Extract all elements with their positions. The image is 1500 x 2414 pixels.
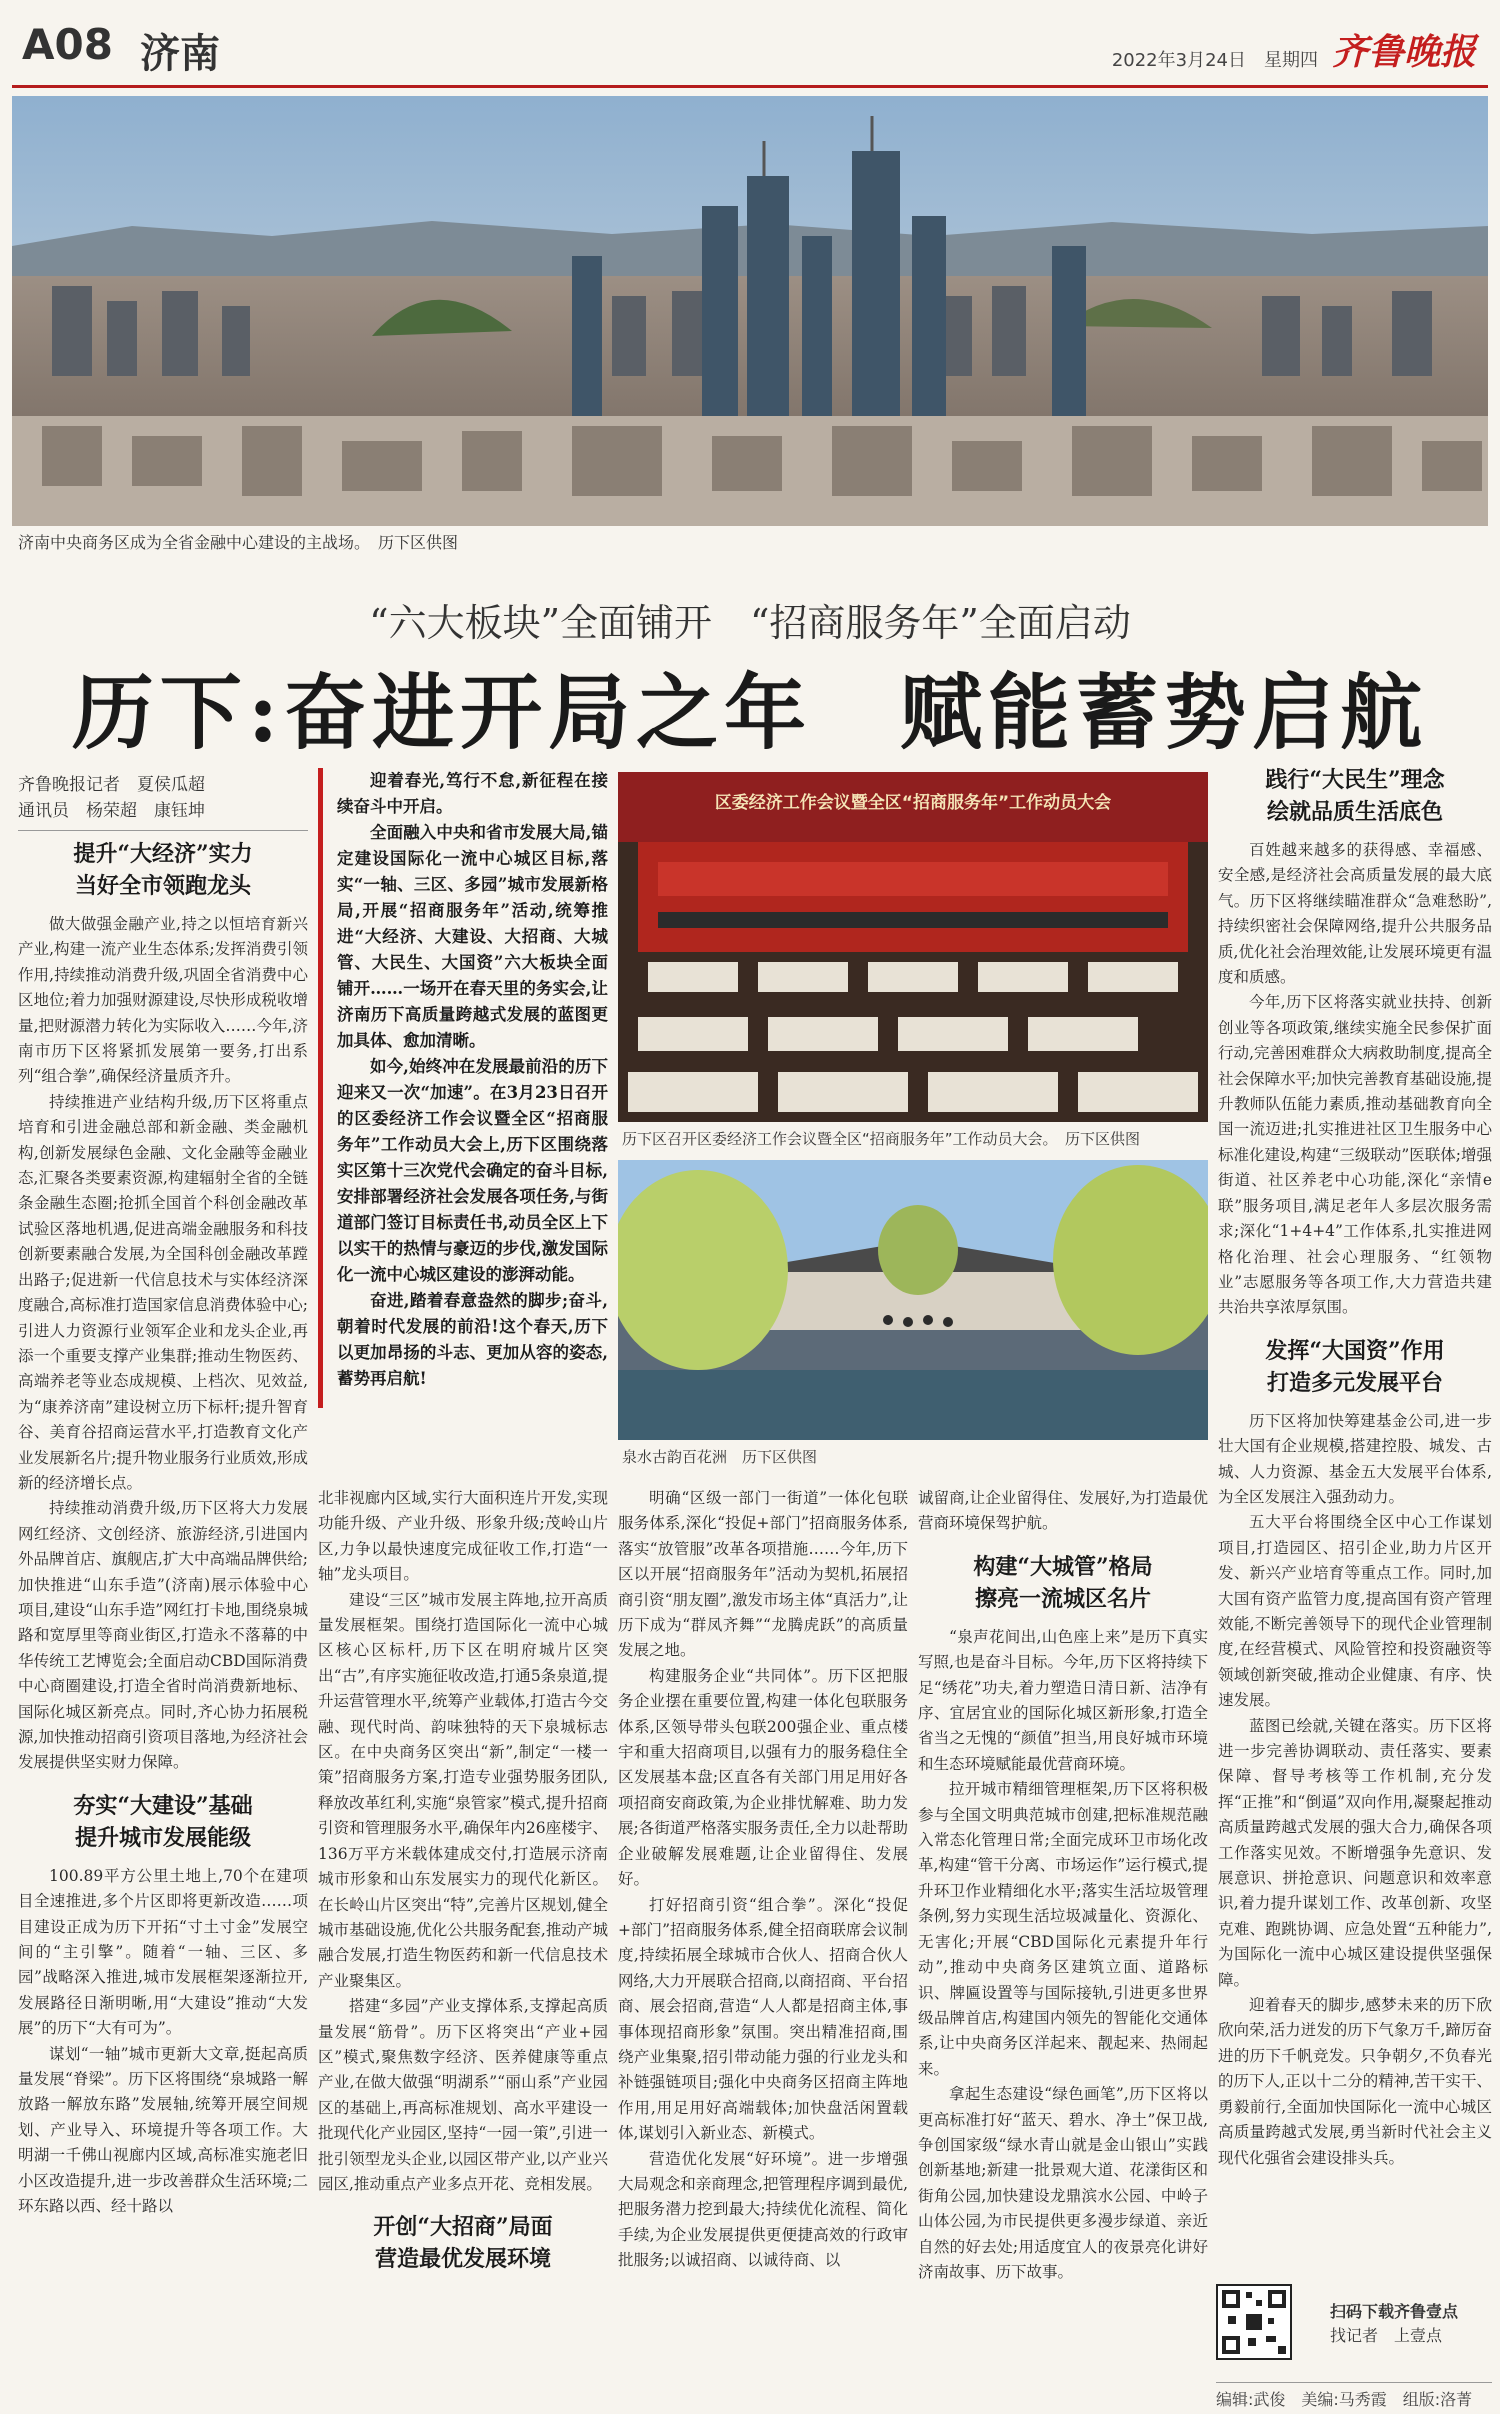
paragraph: 谋划“一轴”城市更新大文章,挺起高质量发展“脊梁”。历下区将围绕“泉城路一解放路一解放东路”发展轴,统筹开展空间规划、产业导入、环境提升等各项工作。大明湖一千佛山视廊内区域,高标准实施老旧小区改造提升,进一步改善群众生活环境;二环东路以西、经十路以 <box>18 2044 308 2216</box>
issue-date: 2022年3月24日 星期四 <box>1111 50 1318 71</box>
paragraph: 持续推动消费升级,历下区将大力发展网红经济、文创经济、旅游经济,引进国内外品牌首店、旗舰店,扩大中高端品牌供给;加快推进“山东手造”(济南)展示体验中心项目,建设“山东手造”网红打卡地,围绕泉城路和宽厚里等商业街区,打造永不落幕的中华传统工艺博览会;全面启动CBD国际消费中心商圈建设,打造全省时尚消费新地标、国际化城区新亮点。同时,齐心协力拓展税源,加快推动招商引资项目落地,为经济社会发展提供坚实财力保障。 <box>18 1499 308 1772</box>
section-name: 济南 <box>140 31 220 77</box>
subheading-construction: 夯实“大建设”基础 提升城市发展能级 <box>73 1792 253 1851</box>
newspaper-logo: 齐鲁晚报 <box>1331 31 1476 73</box>
lead-paragraph: 迎着春光,笃行不怠,新征程在接续奋斗中开启。 <box>337 771 608 816</box>
paragraph: 历下区将加快筹建基金公司,进一步壮大国有企业规模,搭建控股、城发、古城、人力资源、基金五大发展平台体系,为全区发展注入强劲动力。 <box>1218 1411 1492 1506</box>
subheading-livelihood: 践行“大民生”理念 绘就品质生活底色 <box>1265 767 1445 825</box>
paragraph: 建设“三区”城市发展主阵地,拉开高质量发展框架。围绕打造国际化一流中心城区核心区标杆,历下区在明府城片区突出“古”,有序实施征收改造,打通5条泉道,提升运营管理水平,统筹产业载体,打造古今交融、现代时尚、韵味独特的天下泉城标志区。在中央商务区突出“新”,制定“一楼一策”招商服务方案,打造专业强势服务团队,释放改革红利,实施“泉管家”模式,提升招商引资和管理服务水平,确保年内26座楼宇、136万平方米载体建成交付,打造展示济南城市形象和山东发展实力的现代化新区。在长岭山片区突出“特”,完善片区规划,健全城市基础设施,优化公共服务配套,推动产城融合发展,打造生物医药和新一代信息技术产业聚集区。 <box>318 1590 608 1990</box>
page-code: A08 <box>22 20 113 69</box>
paragraph: 蓝图已绘就,关键在落实。历下区将进一步完善协调联动、责任落实、要素保障、督导考核等工作机制,充分发挥“正推”和“倒逼”双向作用,凝聚起推动高质量跨越式发展的强大合力,确保各项工作落实见效。不断增强争先意识、发展意识、拼抢意识、问题意识和效率意识,着力提升谋划工作、改革创新、攻坚克难、跑跳协调、应急处置“五种能力”,为国际化一流中心城区建设提供坚强保障。 <box>1218 1716 1492 1989</box>
masthead <box>12 10 1488 88</box>
qr-text-line: 扫码下载齐鲁壹点 <box>1330 2302 1459 2321</box>
article-column-3 <box>618 1486 908 2408</box>
paragraph: 明确“区级一部门一街道”一体化包联服务体系,深化“投促+部门”招商服务体系,落实“放管服”改革各项措施……今年,历下区以开展“招商服务年”活动为契机,拓展招商引资“朋友圈”,激发市场主体“真活力”,让历下成为“群凤齐舞”“龙腾虎跃”的高质量发展之地。 <box>618 1489 908 1660</box>
lead-paragraph: 奋进,踏着春意盎然的脚步;奋斗,朝着时代发展的前沿!这个春天,历下以更加昂扬的斗志、更加从容的姿态,蓄势再启航! <box>337 1291 608 1388</box>
paragraph: 诚留商,让企业留得住、发展好,为打造最优营商环境保驾护航。 <box>918 1489 1208 1533</box>
paragraph: 持续推进产业结构升级,历下区将重点培育和引进金融总部和新金融、类金融机构,创新发展绿色金融、文化金融等金融业态,汇聚各类要素资源,构建辐射全省的全链条金融生态圈;抢抓全国首个科创金融改革试验区落地机遇,促进高端金融服务和科技创新要素融合发展,为全国科创金融改革蹚出路子;促进新一代信息技术与实体经济深度融合,高标准打造国家信息消费体验中心;引进人力资源行业领军企业和龙头企业,再添一个重要支撑产业集群;推动生物医药、高端养老等业态成规模、上档次、见效益,为“康养济南”建设树立历下标杆;提升智育谷、美育谷招商运营水平,打造教育文化产业发展新名片;提升物业服务行业质效,形成新的经济增长点。 <box>18 1092 308 1492</box>
conference-hall-image <box>618 772 1208 1122</box>
byline <box>18 772 308 831</box>
editor-credits: 编辑:武俊 美编:马秀霞 组版:洛菁 <box>1216 2382 1492 2410</box>
paragraph: 拉开城市精细管理框架,历下区将积极参与全国文明典范城市创建,把标准规范融入常态化管理日常;全面完成环卫市场化改革,构建“管干分离、市场运作”运行模式,提升环卫作业精细化水平;落实生活垃圾管理条例,努力实现生活垃圾减量化、资源化、无害化;开展“CBD国际化元素提升年行动”,推动中央商务区建筑立面、道路标识、牌匾设置等与国际接轨,引进更多世界级品牌首店,构建国内领先的智能化交通体系,让中央商务区洋起来、靓起来、热闹起来。 <box>918 1780 1208 2078</box>
qr-text <box>1330 2300 1458 2348</box>
paragraph: 北非视廊内区域,实行大面积连片开发,实现功能升级、产业升级、形象升级;茂岭山片区,力争以最快速度完成征收工作,打造“一轴”龙头项目。 <box>318 1489 608 1584</box>
paragraph: 今年,历下区将落实就业扶持、创新创业等各项政策,继续实施全民参保扩面行动,完善困难群众大病救助制度,提高全社会保障水平;加快完善教育基础设施,提升教师队伍能力素质,推动基础教育向全国一流迈进;扎实推进社区卫生服务中心标准化建设,构建“三级联动”医联体;增强街道、社区养老中心功能,深化“亲情e联”服务项目,满足老年人多层次服务需求;深化“1+4+4”工作体系,扎实推进网格化治理、社会心理服务、“红领物业”志愿服务等各项工作,大力营造共建共治共享浓厚氛围。 <box>1218 993 1492 1317</box>
qr-code-pattern <box>1218 2286 1290 2358</box>
meeting-photo <box>618 772 1208 1122</box>
byline-correspondents: 通讯员 杨荣超 康钰坤 <box>18 801 205 821</box>
meeting-banner-text: 区委经济工作会议暨全区“招商服务年”工作动员大会 <box>714 793 1112 813</box>
meeting-photo-caption: 历下区召开区委经济工作会议暨全区“招商服务年”工作动员大会。 历下区供图 <box>622 1130 1141 1148</box>
subheading-investment: 开创“大招商”局面 营造最优发展环境 <box>373 2214 553 2273</box>
article-column-2 <box>318 1486 608 2408</box>
paragraph: 迎着春天的脚步,感梦未来的历下欣欣向荣,活力迸发的历下气象万千,蹄厉奋进的历下千帆竞发。只争朝夕,不负春光的历下人,正以十二分的精神,苦干实干、勇毅前行,全面加快国际化一流中心城区高质量跨越式发展,勇当新时代社会主义现代化强省会建设排头兵。 <box>1218 1996 1492 2167</box>
paragraph: 打好招商引资“组合拳”。深化“投促+部门”招商服务体系,健全招商联席会议制度,持续拓展全球城市合伙人、招商合伙人网络,大力开展联合招商,以商招商、平台招商、展会招商,营造“人人都是招商主体,事事体现招商形象”氛围。突出精准招商,围绕产业集聚,招引带动能力强的行业龙头和补链强链项目;强化中央商务区招商主阵地作用,用足用好高端载体;加快盘活闲置载体,谋划引入新业态、新模式。 <box>618 1895 908 2143</box>
lead-paragraphs <box>318 768 608 1408</box>
headline-kicker: “六大板块”全面铺开 “招商服务年”全面启动 <box>369 601 1131 645</box>
paragraph: 做大做强金融产业,持之以恒培育新兴产业,构建一流产业生态体系;发挥消费引领作用,持续推动消费升级,巩固全省消费中心区地位;着力加强财源建设,尽快形成税收增量,把财源潜力转化为实际收入……今年,济南市历下区将紧抓发展第一要务,打出系列“组合拳”,确保经济量质齐升。 <box>18 915 308 1086</box>
qr-text-line: 找记者 上壹点 <box>1330 2326 1443 2345</box>
spring-photo-caption: 泉水古韵百花洲 历下区供图 <box>622 1448 818 1466</box>
subheading-city-management: 构建“大城管”格局 擦亮一流城区名片 <box>973 1553 1153 1612</box>
subheading-economy: 提升“大经济”实力 当好全市领跑龙头 <box>73 841 253 899</box>
byline-reporter: 齐鲁晚报记者 夏侯瓜超 <box>18 775 205 795</box>
baihuazhou-garden-image <box>618 1160 1208 1440</box>
spring-photo <box>618 1160 1208 1440</box>
paragraph: “泉声花间出,山色座上来”是历下真实写照,也是奋斗目标。今年,历下区将持续下足“绣花”功夫,着力塑造日清日新、洁净有序、宜居宜业的国际化城区新形象,打造全省当之无愧的“颜值”担当,用良好城市环境和生态环境赋能最优营商环境。 <box>918 1627 1208 1773</box>
hero-photo <box>12 96 1488 526</box>
lead-paragraph: 全面融入中央和省市发展大局,锚定建设国际化一流中心城区目标,落实“一轴、三区、多园”城市发展新格局,开展“招商服务年”活动,统筹推进“大经济、大建设、大招商、大城管、大民生、大国资”六大板块全面铺开……一场开在春天里的务实会,让济南历下高质量跨越式发展的蓝图更加具体、愈加清晰。 <box>337 823 608 1050</box>
paragraph: 100.89平方公里土地上,70个在建项目全速推进,多个片区即将更新改造……项目建设正成为历下开拓“寸土寸金”发展空间的“主引擎”。随着“一轴、三区、多园”战略深入推进,城市发展框架逐渐拉开,发展路径日渐明晰,用“大建设”推动“大发展”的历下“大有可为”。 <box>18 1866 308 2038</box>
lead-paragraph: 如今,始终冲在发展最前沿的历下迎来又一次“加速”。在3月23日召开的区委经济工作会议暨全区“招商服务年”工作动员大会上,历下区围绕落实区第十三次党代会确定的奋斗目标,安排部署经济社会发展各项任务,与街道部门签订目标责任书,动员全区上下以实干的热情与豪迈的步伐,激发国际化一流中心城区建设的澎湃动能。 <box>337 1057 608 1284</box>
article-column-5 <box>1218 764 1492 2264</box>
paragraph: 营造优化发展“好环境”。进一步增强大局观念和亲商理念,把管理程序调到最优,把服务潜力挖到最大;持续优化流程、简化手续,为企业发展提供更便捷高效的行政审批服务;以诚招商、以诚待商、以 <box>618 2149 908 2270</box>
headline-title: 历下:奋进开局之年 赋能蓄势启航 <box>71 665 1429 761</box>
city-skyline-image <box>12 96 1488 526</box>
paragraph: 百姓越来越多的获得感、幸福感、安全感,是经济社会高质量发展的最大底气。历下区将继续瞄准群众“急难愁盼”,持续织密社会保障网络,提升公共服务品质,优化社会治理效能,让发展环境更有温度和质感。 <box>1218 841 1492 987</box>
paragraph: 搭建“多园”产业支撑体系,支撑起高质量发展“筋骨”。历下区将突出“产业+园区”模式,聚焦数字经济、医养健康等重点产业,在做大做强“明湖系”“丽山系”产业园区的基础上,再高标准规划、高水平建设一批现代化产业园区,坚持“一园一策”,引进一批引领型龙头企业,以园区带产业,以产业兴园区,推动重点产业多点开花、竞相发展。 <box>318 1997 608 2193</box>
paragraph: 拿起生态建设“绿色画笔”,历下区将以更高标准打好“蓝天、碧水、净土”保卫战,争创国家级“绿水青山就是金山银山”实践创新基地;新建一批景观大道、花漾街区和街角公园,加快建设龙鼎滨水公园、中岭子山体公园,为市民提供更多漫步绿道、亲近自然的好去处;用适度宜人的夜景亮化讲好济南故事、历下故事。 <box>918 2085 1208 2281</box>
subheading-state-assets: 发挥“大国资”作用 打造多元发展平台 <box>1265 1337 1445 1396</box>
article-column-4 <box>918 1486 1208 2408</box>
article-column-1 <box>18 838 308 2408</box>
hero-caption: 济南中央商务区成为全省金融中心建设的主战场。 历下区供图 <box>18 533 459 552</box>
paragraph: 五大平台将围绕全区中心工作谋划项目,打造园区、招引企业,助力片区开发、新兴产业培育等重点工作。同时,加大国有资产监管力度,提高国有资产管理效能,不断完善领导下的现代企业管理制度,在经营模式、风险管控和投资融资等领域创新突破,推动企业健康、有序、快速发展。 <box>1218 1513 1492 1710</box>
paragraph: 构建服务企业“共同体”。历下区把服务企业摆在重要位置,构建一体化包联服务体系,区领导带头包联200强企业、重点楼宇和重大招商项目,以强有力的服务稳住全区发展基本盘;区直各有关部门用足用好各项招商安商政策,为企业排忧解难、助力发展;各街道严格落实服务责任,全力以赴帮助企业破解发展难题,让企业留得住、发展好。 <box>618 1666 908 1889</box>
qr-code[interactable] <box>1216 2284 1292 2360</box>
